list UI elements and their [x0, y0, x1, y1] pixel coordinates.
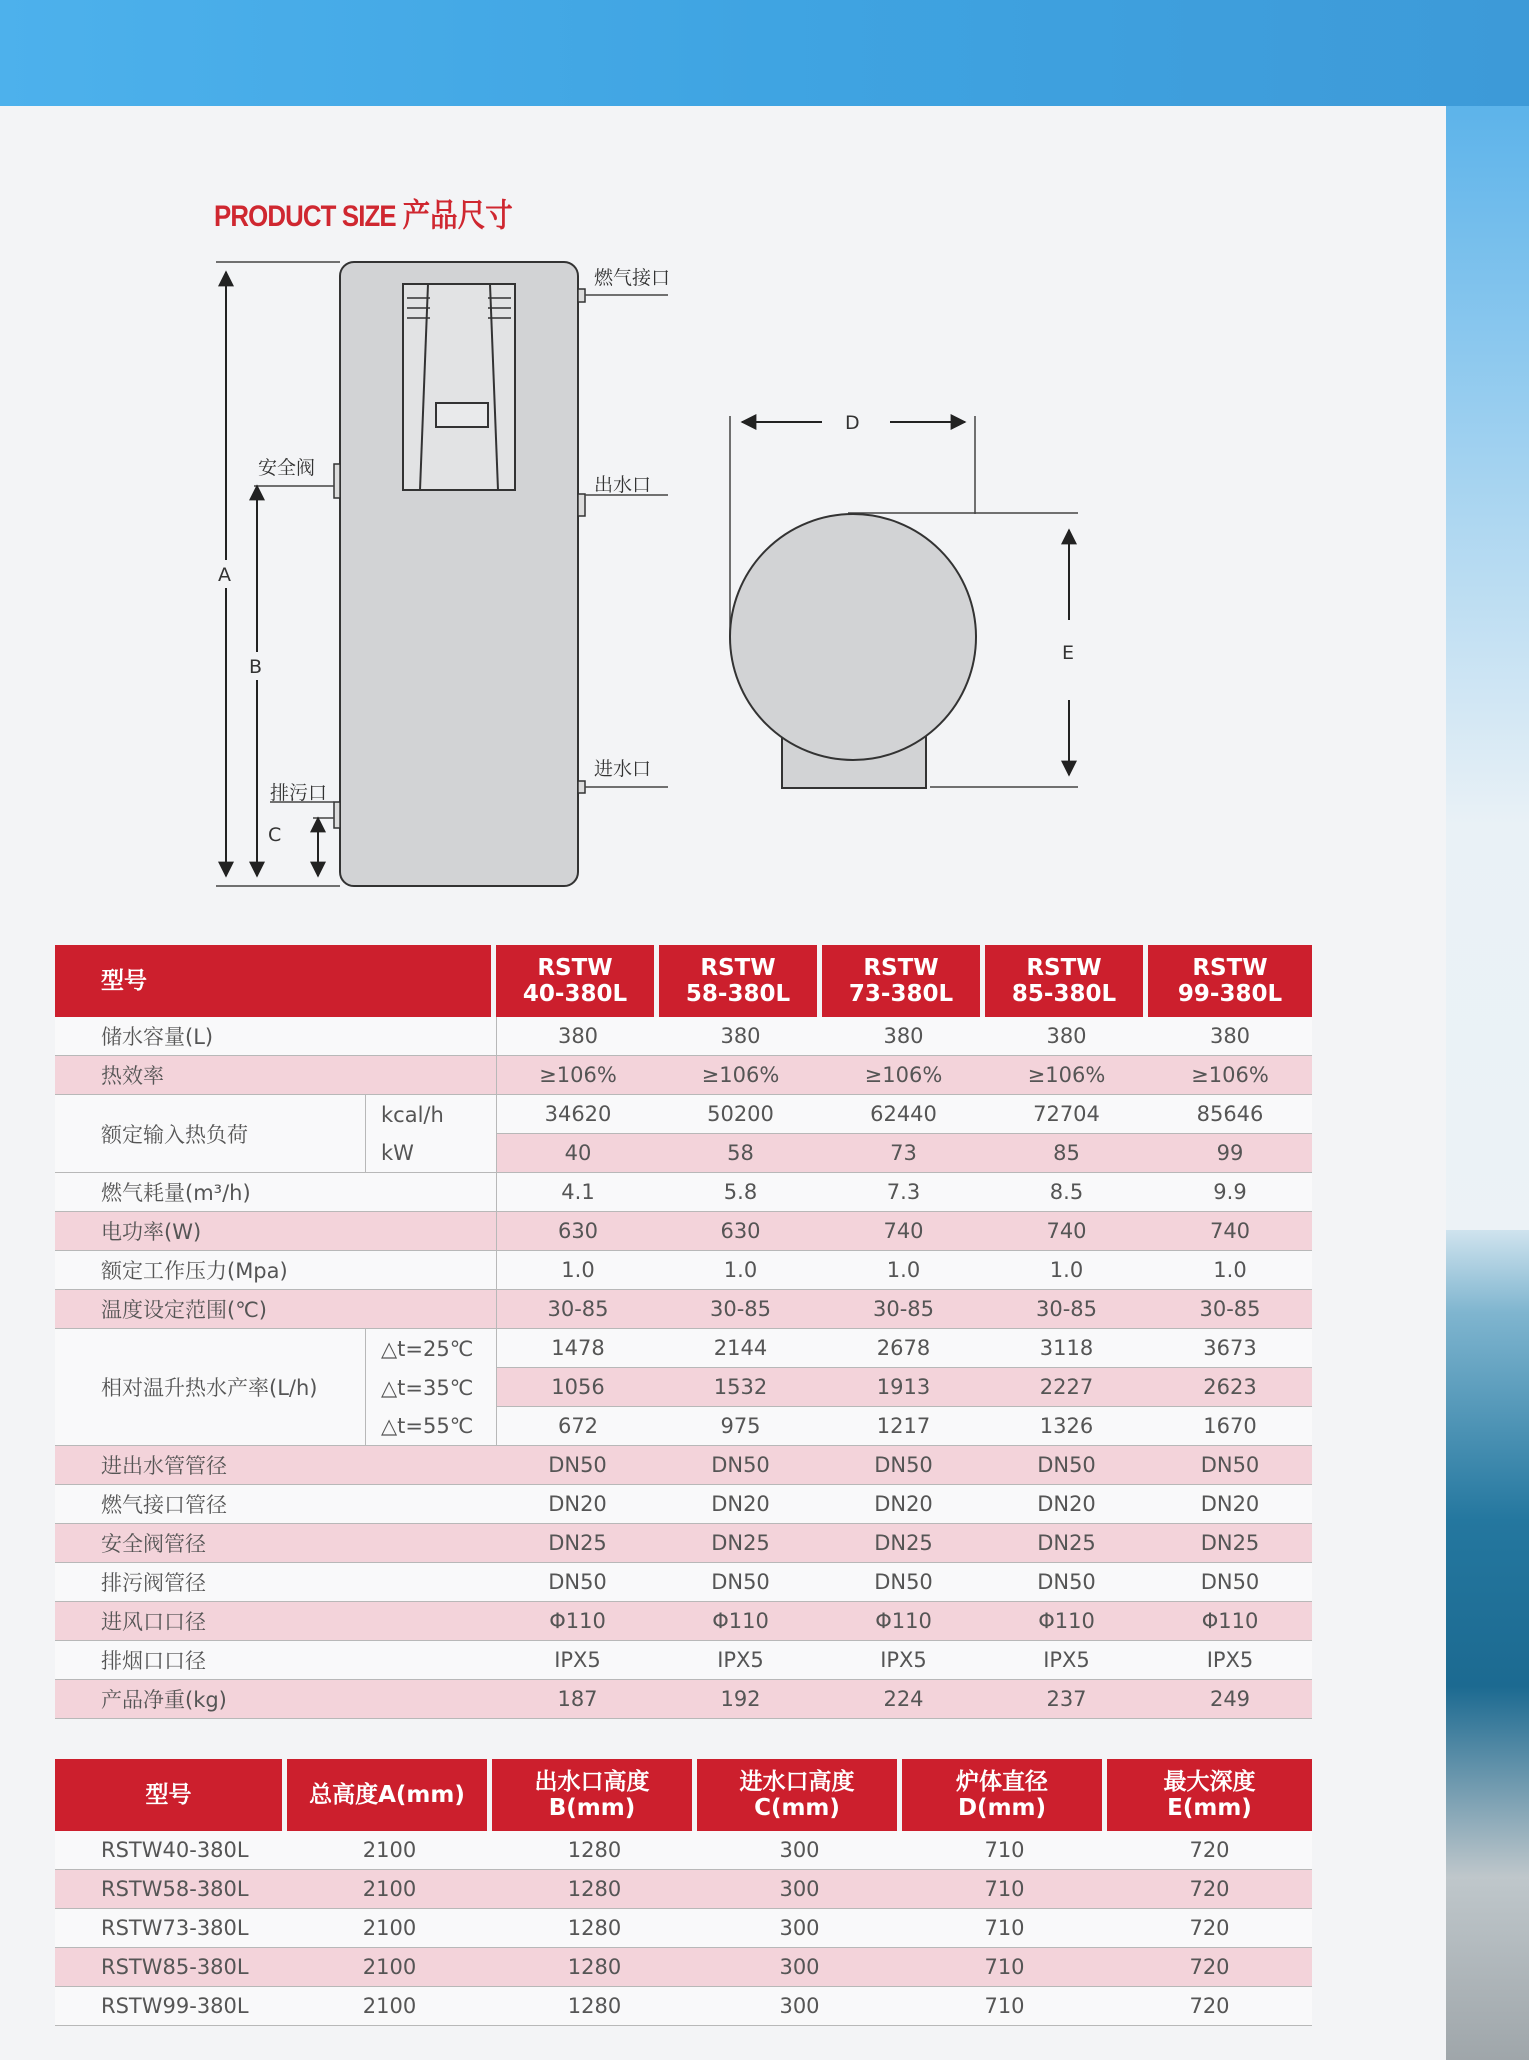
dim-e-label: E — [1062, 642, 1075, 664]
drain-label: 排污口 — [270, 782, 328, 804]
table-row: RSTW99-380L 2100 1280 300 710 720 — [55, 1987, 1312, 2026]
heading-cn: 产品尺寸 — [402, 197, 513, 233]
table-row: 热效率 ≥106% ≥106% ≥106% ≥106% ≥106% — [55, 1056, 1312, 1095]
table-row: 产品净重(kg) 187 192 224 237 249 — [55, 1680, 1312, 1719]
table-row: 温度设定范围(℃) 30-85 30-85 30-85 30-85 30-85 — [55, 1290, 1312, 1329]
front-view — [214, 262, 670, 886]
dim-b-label: B — [249, 656, 263, 678]
gas-port-label: 燃气接口 — [594, 267, 671, 289]
tank-body-circle — [730, 514, 976, 760]
table-row: 安全阀管径 DN25 DN25 DN25 DN25 DN25 — [55, 1524, 1312, 1563]
water-inlet-label: 进水口 — [594, 758, 652, 780]
dim-header-depth: 最大深度 E(mm) — [1107, 1759, 1312, 1831]
sea-background — [1446, 1230, 1529, 2060]
table-row: kW 40 58 73 85 99 — [55, 1134, 1312, 1173]
table-row: RSTW40-380L 2100 1280 300 710 720 — [55, 1831, 1312, 1870]
table-row: 燃气耗量(m³/h) 4.1 5.8 7.3 8.5 9.9 — [55, 1173, 1312, 1212]
table-row: RSTW58-380L 2100 1280 300 710 720 — [55, 1870, 1312, 1909]
product-size-diagram — [0, 0, 1529, 900]
dimension-header-row — [55, 1759, 1312, 1831]
dim-header-diameter: 炉体直径 D(mm) — [902, 1759, 1107, 1831]
dim-header-model: 型号 — [55, 1759, 287, 1831]
table-row: △t=35℃ 1056 1532 1913 2227 2623 — [55, 1368, 1312, 1407]
spec-table — [55, 945, 1312, 1719]
model-header-2: RSTW 58-380L — [659, 945, 822, 1017]
dimension-table — [55, 1759, 1312, 2026]
table-row: RSTW73-380L 2100 1280 300 710 720 — [55, 1909, 1312, 1948]
model-header-4: RSTW 85-380L — [985, 945, 1148, 1017]
table-row: 进出水管管径 DN50 DN50 DN50 DN50 DN50 — [55, 1446, 1312, 1485]
drain-port — [334, 802, 340, 828]
table-row: RSTW85-380L 2100 1280 300 710 720 — [55, 1948, 1312, 1987]
water-outlet-label: 出水口 — [594, 474, 652, 496]
dim-header-outlet-height: 出水口高度 B(mm) — [492, 1759, 697, 1831]
dim-header-total-height: 总高度A(mm) — [287, 1759, 492, 1831]
table-row: 储水容量(L) 380 380 380 380 380 — [55, 1017, 1312, 1056]
model-header-5: RSTW 99-380L — [1148, 945, 1312, 1017]
dim-header-inlet-height: 进水口高度 C(mm) — [697, 1759, 902, 1831]
control-panel — [403, 284, 515, 490]
table-row: 额定输入热负荷 kcal/h 34620 50200 62440 72704 85646 — [55, 1095, 1312, 1134]
table-row: 进风口口径 Φ110 Φ110 Φ110 Φ110 Φ110 — [55, 1602, 1312, 1641]
model-header: 型号 — [55, 945, 496, 1017]
table-row: △t=55℃ 672 975 1217 1326 1670 — [55, 1407, 1312, 1446]
model-header-1: RSTW 40-380L — [496, 945, 659, 1017]
table-row: 燃气接口管径 DN20 DN20 DN20 DN20 DN20 — [55, 1485, 1312, 1524]
dim-c-label: C — [268, 824, 282, 846]
side-view — [730, 412, 1078, 788]
table-row: 排烟口口径 IPX5 IPX5 IPX5 IPX5 IPX5 — [55, 1641, 1312, 1680]
water-inlet-port — [578, 781, 585, 793]
water-outlet-port — [578, 494, 585, 516]
table-row: 相对温升热水产率(L/h) △t=25℃ 1478 2144 2678 3118 3673 — [55, 1329, 1312, 1368]
table-row: 电功率(W) 630 630 740 740 740 — [55, 1212, 1312, 1251]
heading-en: PRODUCT SIZE — [214, 200, 396, 233]
model-header-3: RSTW 73-380L — [822, 945, 985, 1017]
dim-a-label: A — [218, 564, 231, 586]
dim-d-label: D — [845, 412, 860, 434]
display-screen — [436, 403, 488, 427]
table-row: 额定工作压力(Mpa) 1.0 1.0 1.0 1.0 1.0 — [55, 1251, 1312, 1290]
safety-valve-port — [334, 464, 340, 498]
gas-port — [578, 289, 585, 302]
spec-header-row — [55, 945, 1312, 1017]
safety-valve-label: 安全阀 — [258, 457, 316, 479]
table-row: 排污阀管径 DN50 DN50 DN50 DN50 DN50 — [55, 1563, 1312, 1602]
